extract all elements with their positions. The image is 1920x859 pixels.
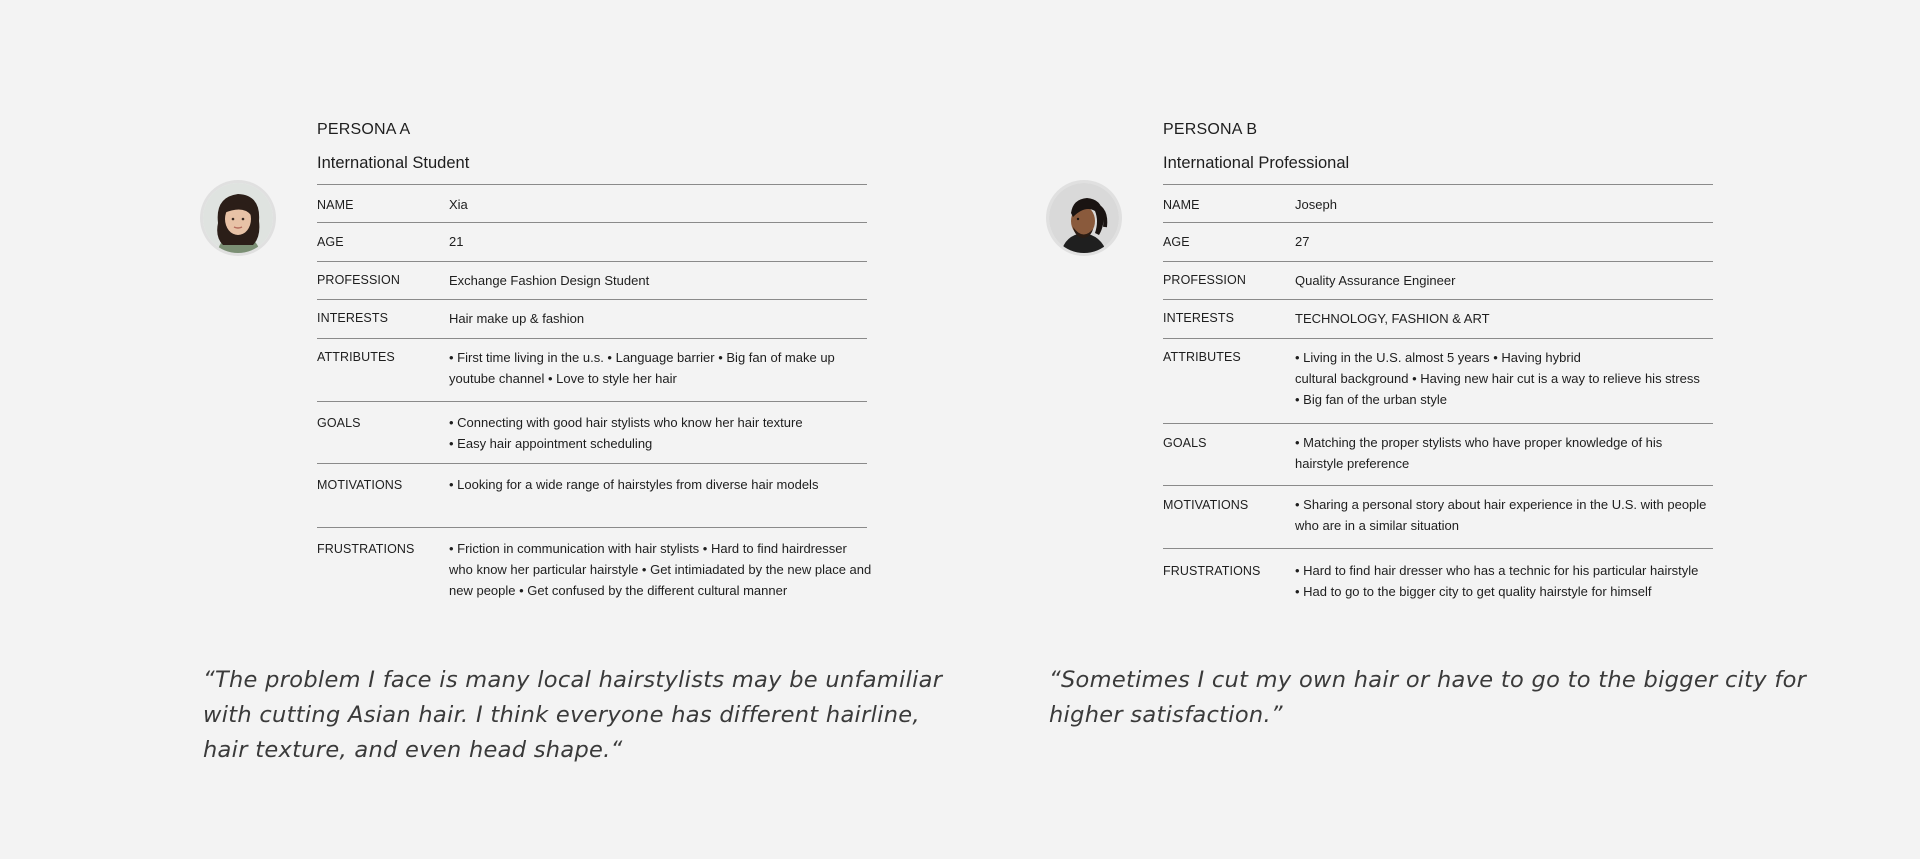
row-attributes (1163, 339, 1713, 424)
row-value: Hair make up & fashion (449, 311, 585, 326)
row-attributes (317, 339, 867, 402)
row-key: FRUSTRATIONS (317, 542, 415, 556)
row-profession (317, 262, 867, 300)
row-value: Quality Assurance Engineer (1295, 273, 1456, 288)
row-age (1163, 223, 1713, 262)
row-value: Xia (449, 197, 468, 212)
row-goals (1163, 424, 1713, 486)
row-key: AGE (1163, 235, 1190, 249)
row-key: GOALS (1163, 436, 1207, 450)
row-value: 21 (449, 234, 464, 249)
row-value: • Matching the proper stylists who have proper knowledge of his hairstyle preference (1295, 435, 1663, 471)
persona-label: PERSONA B (1163, 121, 1258, 138)
row-key: INTERESTS (1163, 311, 1235, 325)
avatar-persona-b (1049, 183, 1119, 253)
row-key: NAME (317, 198, 354, 212)
persona-a-card (317, 120, 872, 601)
row-frustrations (1163, 549, 1713, 602)
row-key: PROFESSION (1163, 273, 1246, 287)
persona-a-table (317, 184, 872, 601)
avatar-persona-a (203, 183, 273, 253)
row-profession (1163, 262, 1713, 300)
row-value: • Living in the U.S. almost 5 years • Having hybrid cultural background • Having new hair cut is a way to relieve his stress • Big fan of the urban style (1295, 350, 1700, 407)
row-key: MOTIVATIONS (317, 478, 403, 492)
row-value: • Connecting with good hair stylists who know her hair texture • Easy hair appointment scheduling (449, 415, 803, 451)
row-value: • First time living in the u.s. • Language barrier • Big fan of make up youtube channel • Love to style her hair (449, 350, 835, 386)
row-value: • Sharing a personal story about hair experience in the U.S. with people who are in a similar situation (1295, 497, 1707, 533)
row-key: MOTIVATIONS (1163, 498, 1249, 512)
row-value: TECHNOLOGY, FASHION & ART (1295, 311, 1490, 326)
row-goals (317, 402, 867, 464)
row-value: • Hard to find hair dresser who has a technic for his particular hairstyle • Had to go to the bigger city to get quality hairstyle for himself (1295, 563, 1699, 599)
row-value: Exchange Fashion Design Student (449, 273, 650, 288)
row-frustrations (317, 528, 872, 601)
row-key: AGE (317, 235, 344, 249)
row-key: NAME (1163, 198, 1200, 212)
row-key: PROFESSION (317, 273, 400, 287)
row-key: FRUSTRATIONS (1163, 564, 1261, 578)
row-key: INTERESTS (317, 311, 389, 325)
row-name (1163, 185, 1713, 223)
row-key: GOALS (317, 416, 361, 430)
row-interests (317, 300, 867, 339)
woman-portrait-icon (203, 183, 273, 253)
row-value: Joseph (1295, 197, 1337, 212)
row-value: 27 (1295, 234, 1310, 249)
persona-a-quote: “The problem I face is many local hairstylists may be unfamiliar with cutting Asian hair. I think everyone has different hairline, hair texture, and even head shape.“ (203, 667, 943, 763)
row-name (317, 185, 867, 223)
persona-label: PERSONA A (317, 121, 411, 138)
row-value: • Friction in communication with hair stylists • Hard to find hairdresser who know her particular hairstyle • Get intimiadated by the new place and new people • Get confused by the different cultural manner (449, 541, 872, 598)
persona-title: International Student (317, 154, 470, 172)
row-age (317, 223, 867, 262)
row-interests (1163, 300, 1713, 339)
man-portrait-icon (1049, 183, 1119, 253)
persona-title: International Professional (1163, 154, 1350, 172)
row-value: • Looking for a wide range of hairstyles from diverse hair models (449, 477, 819, 492)
row-motivations (1163, 486, 1713, 549)
persona-b-quote: “Sometimes I cut my own hair or have to go to the bigger city for higher satisfaction.” (1049, 667, 1807, 728)
row-motivations (317, 464, 867, 528)
persona-b-card (1163, 120, 1713, 602)
row-key: ATTRIBUTES (317, 350, 395, 364)
row-key: ATTRIBUTES (1163, 350, 1241, 364)
persona-b-table (1163, 184, 1713, 602)
